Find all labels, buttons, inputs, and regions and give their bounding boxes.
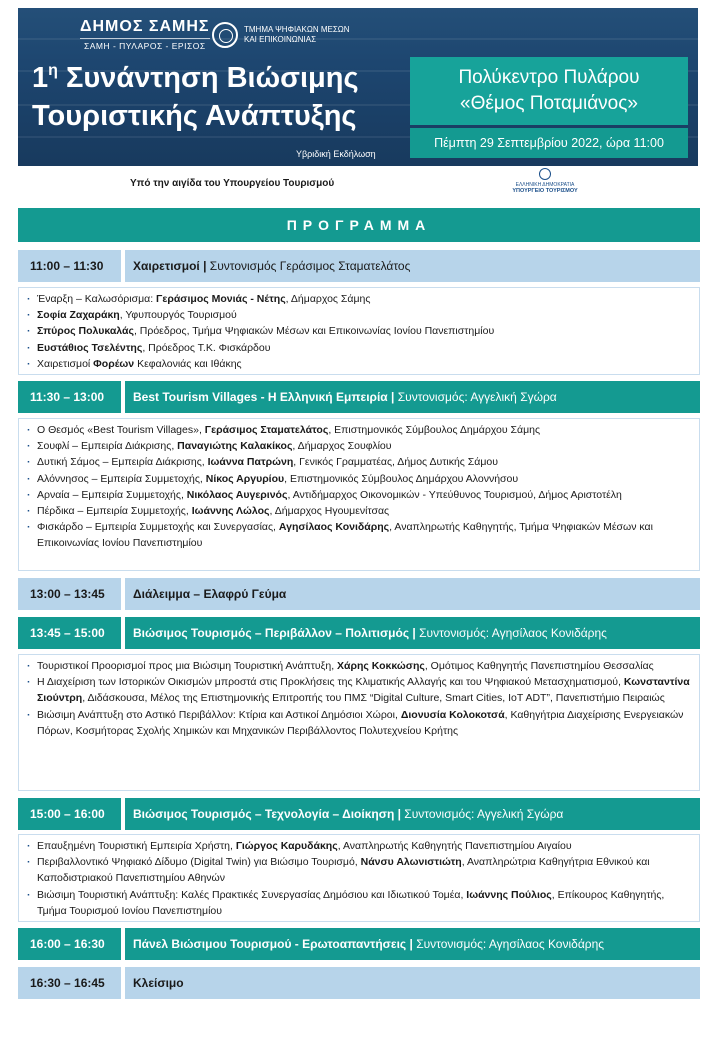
- session-topic: Best Tourism Villages - Η Ελληνική Εμπειρία | Συντονισμός: Αγγελική Σγώρα: [125, 381, 700, 413]
- university-seal-icon: [212, 22, 238, 48]
- list-item: · Σοφία Ζαχαράκη, Υφυπουργός Τουρισμού: [27, 307, 691, 323]
- list-item: · Βιώσιμη Τουριστική Ανάπτυξη: Καλές Πρακτικές Συνεργασίας Δημόσιου και Ιδιωτικού Τομέα, Ιωάννης Πούλιος, Επίκουρος Καθηγητής, Τμήμα Τουρισμού Ιονίου Πανεπιστημίου: [27, 887, 691, 919]
- session-topic: Κλείσιμο: [125, 967, 700, 999]
- event-date: Πέμπτη 29 Σεπτεμβρίου 2022, ώρα 11:00: [410, 128, 688, 158]
- session-row: [18, 381, 700, 413]
- session-topic: Πάνελ Βιώσιμου Τουρισμού - Ερωτοαπαντήσεις | Συντονισμός: Αγησίλαος Κονιδάρης: [125, 928, 700, 960]
- event-format: Υβριδική Εκδήλωση: [296, 149, 376, 159]
- list-item: · Η Διαχείριση των Ιστορικών Οικισμών μπροστά στις Προκλήσεις της Κλιματικής Αλλαγής και του Ψηφιακού Μετασχηματισμού, Κωνσταντίνα Σιούντρη, Διδάσκουσα, Μέλος της Επιστημονικής Επιτροπής του ΠΜΣ “Digital Culture, Smart Cities, IoT ADT”, Πανεπιστήμιο Πειραιώς: [27, 674, 691, 706]
- session-items: [18, 287, 700, 375]
- ministry-logo: [505, 168, 585, 194]
- venue-line1: Πολύκεντρο Πυλάρου: [458, 67, 640, 88]
- session-time: 13:00 – 13:45: [18, 578, 121, 610]
- list-item: · Φισκάρδο – Εμπειρία Συμμετοχής και Συνεργασίας, Αγησίλαος Κονιδάρης, Αναπληρωτής Καθηγητής, Τμήμα Ψηφιακών Μέσων και Επικοινωνίας Ιονίου Πανεπιστημίου: [27, 519, 691, 551]
- municipality-logo: [80, 18, 210, 51]
- event-title-line2: Τουριστικής Ανάπτυξης: [32, 100, 357, 132]
- session-items: [18, 418, 700, 571]
- session-time: 16:30 – 16:45: [18, 967, 121, 999]
- list-item: · Αρναία – Εμπειρία Συμμετοχής, Νικόλαος Αυγερινός, Αντιδήμαρχος Οικονομικών - Υπεύθυνος Τουρισμού, Δήμος Αριστοτέλη: [27, 487, 691, 503]
- ministry-line1: ΕΛΛΗΝΙΚΗ ΔΗΜΟΚΡΑΤΙΑ: [515, 182, 575, 188]
- header-banner: [18, 8, 698, 166]
- municipality-name: ΔΗΜΟΣ ΣΑΜΗΣ: [80, 18, 210, 35]
- greek-emblem-icon: [539, 168, 551, 180]
- session-items: [18, 654, 700, 791]
- list-item: · Βιώσιμη Ανάπτυξη στο Αστικό Περιβάλλον: Κτίρια και Αστικοί Δημόσιοι Χώροι, Διονυσία Κολοκοτσά, Καθηγήτρια Διαχείρισης Ενεργειακών Πόρων, Κοσμήτορας Σχολής Χημικών και Μηχανικών Περιβάλλοντος Πολυτεχνείου Κρήτης: [27, 707, 691, 739]
- session-topic: Βιώσιμος Τουρισμός – Περιβάλλον – Πολιτισμός | Συντονισμός: Αγησίλαος Κονιδάρης: [125, 617, 700, 649]
- list-item: · Σουφλί – Εμπειρία Διάκρισης, Παναγιώτης Καλακίκος, Δήμαρχος Σουφλίου: [27, 438, 691, 454]
- list-item: · Αλόννησος – Εμπειρία Συμμετοχής, Νίκος Αργυρίου, Επιστημονικός Σύμβουλος Δημάρχου Αλοννήσου: [27, 471, 691, 487]
- session-row: [18, 798, 700, 830]
- list-item: · Ευστάθιος Τσελέντης, Πρόεδρος Τ.Κ. Φισκάρδου: [27, 340, 691, 356]
- list-item: · Τουριστικοί Προορισμοί προς μια Βιώσιμη Τουριστική Ανάπτυξη, Χάρης Κοκκώσης, Ομότιμος Καθηγητής Πανεπιστημίου Θεσσαλίας: [27, 658, 691, 674]
- list-item: · Επαυξημένη Τουριστική Εμπειρία Χρήστη, Γιώργος Καρυδάκης, Αναπληρωτής Καθηγητής Πανεπιστημίου Αιγαίου: [27, 838, 691, 854]
- session-time: 15:00 – 16:00: [18, 798, 121, 830]
- venue-line2: «Θέμος Ποταμιάνος»: [460, 93, 638, 114]
- list-item: · Πέρδικα – Εμπειρία Συμμετοχής, Ιωάννης Λώλος, Δήμαρχος Ηγουμενίτσας: [27, 503, 691, 519]
- list-item: · Περιβαλλοντικό Ψηφιακό Δίδυμο (Digital Twin) για Βιώσιμο Τουρισμό, Νάνσυ Αλωνιστιώτη, Αναπληρώτρια Καθηγήτρια Εθνικού και Καποδιστριακού Πανεπιστημίου Αθηνών: [27, 854, 691, 886]
- patronage-text: Υπό την αιγίδα του Υπουργείου Τουρισμού: [130, 178, 335, 189]
- department-name: ΤΜΗΜΑ ΨΗΦΙΑΚΩΝ ΜΕΣΩΝ ΚΑΙ ΕΠΙΚΟΙΝΩΝΙΑΣ: [244, 25, 350, 44]
- session-row: [18, 250, 700, 282]
- program-title: ΠΡΟΓΡΑΜΜΑ: [18, 208, 700, 242]
- venue-box: [410, 57, 688, 125]
- session-time: 11:00 – 11:30: [18, 250, 121, 282]
- ministry-line2: ΥΠΟΥΡΓΕΙΟ ΤΟΥΡΙΣΜΟΥ: [512, 188, 578, 194]
- list-item: · Χαιρετισμοί Φορέων Κεφαλονιάς και Ιθάκης: [27, 356, 691, 372]
- list-item: · Δυτική Σάμος – Εμπειρία Διάκρισης, Ιωάννα Πατρώνη, Γενικός Γραμματέας, Δήμος Δυτικής Σάμου: [27, 454, 691, 470]
- list-item: · Ο Θεσμός «Best Tourism Villages», Γεράσιμος Σταματελάτος, Επιστημονικός Σύμβουλος Δημάρχου Σάμης: [27, 422, 691, 438]
- session-time: 13:45 – 15:00: [18, 617, 121, 649]
- session-topic: Χαιρετισμοί | Συντονισμός Γεράσιμος Σταματελάτος: [125, 250, 700, 282]
- event-title-line1: $1^\eta$ Συνάντηση Βιώσιμης: [32, 62, 359, 94]
- list-item: · Έναρξη – Καλωσόρισμα: Γεράσιμος Μονιάς - Νέτης, Δήμαρχος Σάμης: [27, 291, 691, 307]
- session-row: [18, 578, 700, 610]
- session-row: [18, 617, 700, 649]
- session-row: [18, 967, 700, 999]
- session-items: [18, 834, 700, 922]
- municipality-sub: ΣΑΜΗ - ΠΥΛΑΡΟΣ - ΕΡΙΣΟΣ: [80, 38, 210, 51]
- session-row: [18, 928, 700, 960]
- session-topic: Βιώσιμος Τουρισμός – Τεχνολογία – Διοίκηση | Συντονισμός: Αγγελική Σγώρα: [125, 798, 700, 830]
- session-time: 11:30 – 13:00: [18, 381, 121, 413]
- list-item: · Σπύρος Πολυκαλάς, Πρόεδρος, Τμήμα Ψηφιακών Μέσων και Επικοινωνίας Ιονίου Πανεπιστημίου: [27, 323, 691, 339]
- session-time: 16:00 – 16:30: [18, 928, 121, 960]
- session-topic: Διάλειμμα – Ελαφρύ Γεύμα: [125, 578, 700, 610]
